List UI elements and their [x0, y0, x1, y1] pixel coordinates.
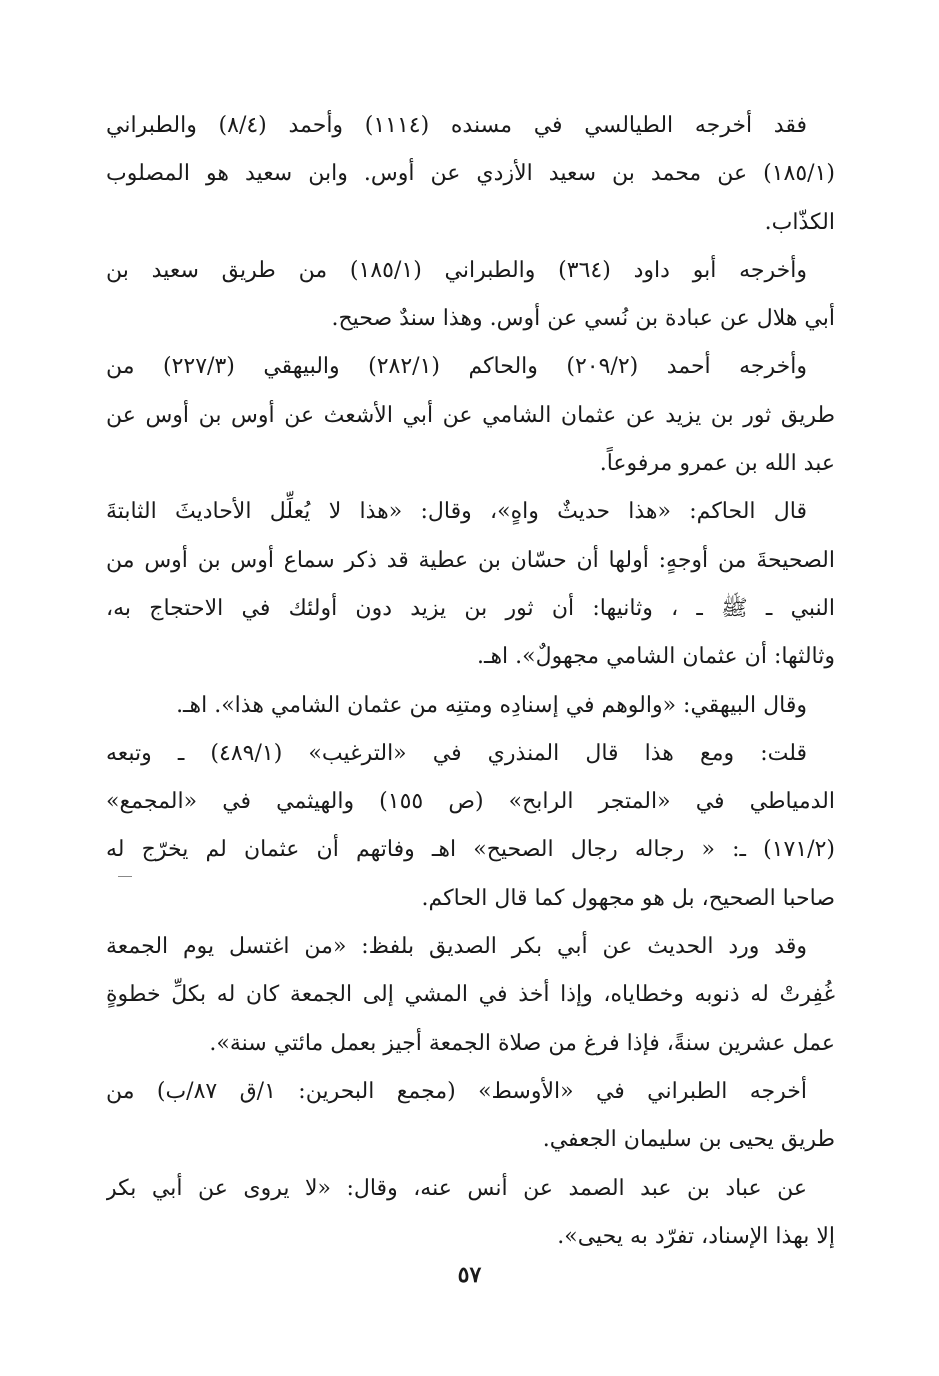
text-line: إلا بهذا الإسناد، تفرّد به يحيى».	[557, 1223, 835, 1249]
text-line: فقد أخرجه الطيالسي في مسنده (١١١٤) وأحمد (٨/٤) والطبراني	[106, 113, 807, 138]
text-line: قلت: ومع هذا قال المنذري في «الترغيب» (٤٨٩/١) ـ وتبعه	[106, 740, 808, 766]
page-number: ٥٧	[457, 1262, 482, 1288]
text-line: وأخرجه أبو داود (٣٦٤) والطبراني (١٨٥/١) من طريق سعيد بن	[106, 257, 807, 283]
text-line: غُفِرتْ له ذنوبه وخطاياه، وإذا أخذ في المشي إلى الجمعة كان له بكلِّ خطوةٍ	[106, 982, 835, 1008]
text-line: (١٧١/٢) ـ: « رجاله رجال الصحيح» اهـ وفاتهم أن عثمان لم يخرّج له	[106, 837, 835, 863]
text-line: الصحيحةَ من أوجهٍ: أولها أن حسّان بن عطية قد ذكر سماع أوس بن أوس من	[106, 547, 835, 573]
text-line: وقال البيهقي: «والوهم في إسنادِه ومتنِه من عثمان الشامي هذا». اهـ.	[176, 692, 807, 718]
text-line: أبي هلال عن عبادة بن نُسي عن أوس. وهذا سندٌ صحيح.	[331, 306, 835, 332]
text-line: (١٨٥/١) عن محمد بن سعيد الأزدي عن أوس. وابن سعيد هو المصلوب	[106, 161, 835, 187]
text-line: عمل عشرين سنةً، فإذا فرغ من صلاة الجمعة أجيز بعمل مائتي سنة».	[209, 1030, 835, 1056]
text-line: أخرجه الطبراني في «الأوسط» (مجمع البحرين: ١/ق ٨٧/ب) من	[106, 1078, 807, 1104]
text-line: عبد الله بن عمرو مرفوعاً.	[599, 451, 835, 477]
stray-mark	[118, 876, 132, 877]
text-line: وأخرجه أحمد (٢٠٩/٢) والحاكم (٢٨٢/١) والبيهقي (٢٢٧/٣) من	[106, 354, 807, 380]
text-line: وقد ورد الحديث عن أبي بكر الصديق بلفظ: «من اغتسل يوم الجمعة	[106, 934, 807, 960]
text-line: صاحبا الصحيح، بل هو مجهول كما قال الحاكم.	[421, 885, 835, 911]
text-line: الدمياطي في «المتجر الرابح» (ص ١٥٥) والهيثمي في «المجمع»	[106, 789, 835, 815]
text-line: الكذّاب.	[764, 209, 835, 235]
text-line: النبي ـ ﷺ ـ ، وثانيها: أن ثور بن يزيد دون أولئك في الاحتجاج به،	[106, 595, 835, 621]
text-line: طريق ثور بن يزيد عن عثمان الشامي عن أبي الأشعث عن أوس بن أوس عن	[106, 402, 835, 428]
text-line: قال الحاكم: «هذا حديثٌ واهٍ»، وقال: «هذا لا يُعلِّل الأحاديثَ الثابتةَ	[106, 499, 807, 525]
text-line: طريق يحيى بن سليمان الجعفي.	[542, 1127, 835, 1153]
body-text	[106, 102, 835, 1261]
text-line: وثالثها: أن عثمان الشامي مجهولٌ». اهـ.	[477, 644, 835, 670]
text-line: عن عباد بن عبد الصمد عن أنس عنه، وقال: «لا يروى عن أبي بكر	[106, 1175, 807, 1201]
